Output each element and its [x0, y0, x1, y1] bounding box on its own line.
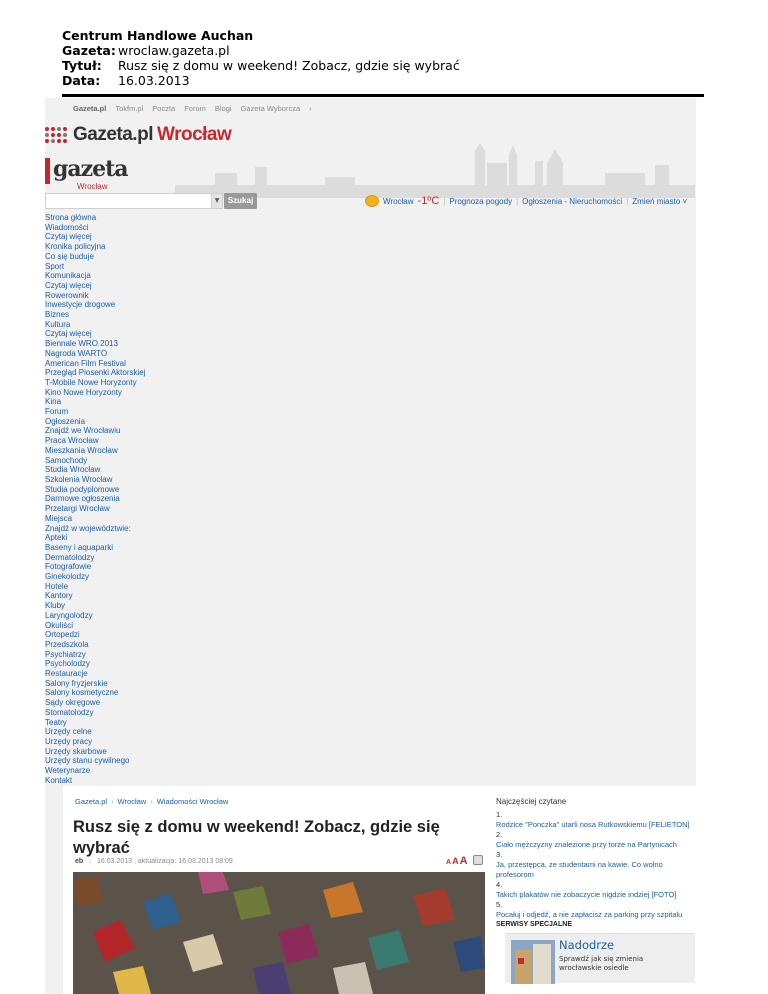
most-read-column	[496, 797, 696, 928]
sidebar-item-link[interactable]: Przegląd Piosenki Aktorskiej	[45, 368, 146, 378]
sidebar-item	[45, 252, 146, 262]
sidebar-item	[45, 329, 146, 339]
sidebar-item-link[interactable]: Wiadomości	[45, 222, 89, 232]
sidebar-item-link[interactable]: Ogłoszenia	[45, 416, 86, 426]
sidebar-item	[45, 407, 146, 417]
sidebar-item-link[interactable]: Dermatolodzy	[45, 552, 95, 562]
sidebar-item	[45, 630, 146, 640]
gazeta-local-logo[interactable]	[45, 158, 128, 184]
sidebar-item-link[interactable]: Psychiatrzy	[45, 649, 86, 659]
most-read-number: 5.	[496, 900, 503, 909]
sidebar-item	[45, 718, 146, 728]
font-large-button[interactable]: A	[459, 855, 468, 867]
search-button[interactable]: Szukaj	[224, 193, 257, 209]
topnav-link-poczta[interactable]: Poczta	[152, 104, 176, 113]
sidebar-item-link[interactable]: Kino Nowe Horyzonty	[45, 387, 122, 397]
sidebar-item-link[interactable]: Przedszkola	[45, 639, 89, 649]
sidebar-item-link[interactable]: Psycholodzy	[45, 659, 90, 669]
chevron-right-icon: ›	[111, 797, 114, 806]
sidebar-item	[45, 698, 146, 708]
sidebar-item	[45, 756, 146, 766]
logo-brand: Gazeta.pl	[73, 124, 153, 145]
weather-temperature: -1ºC	[417, 195, 440, 207]
sidebar-item	[45, 475, 146, 485]
doc-field-date	[62, 73, 704, 88]
sidebar-item-link[interactable]: Czytaj więcej	[45, 280, 92, 290]
sidebar-item-link[interactable]: Laryngolodzy	[45, 610, 93, 620]
sidebar-item	[45, 621, 146, 631]
sidebar-item-link[interactable]: Kantory	[45, 591, 73, 601]
breadcrumb-link[interactable]: Gazeta.pl	[75, 797, 108, 806]
sidebar-item-link[interactable]: Okuliści	[45, 620, 74, 630]
sidebar-item	[45, 601, 146, 611]
sidebar-item	[45, 378, 146, 388]
sidebar-item	[45, 591, 146, 601]
sidebar-item-link[interactable]: Salony kosmetyczne	[45, 688, 119, 698]
sidebar-item	[45, 310, 146, 320]
most-read-link[interactable]: Ciało mężczyzny znalezione przy torze na Partynicach	[496, 840, 677, 849]
sidebar-item	[45, 708, 146, 718]
sidebar-item-link[interactable]: Biennale WRO 2013	[45, 339, 118, 349]
sidebar-item-link[interactable]: Miejsca	[45, 513, 73, 523]
doc-field-title	[62, 58, 704, 73]
promo-text: Sprawdź jak się zmienia wrocławskie osiedle	[559, 955, 644, 972]
sidebar-item	[45, 417, 146, 427]
sidebar-item-link[interactable]: Weterynarze	[45, 766, 91, 776]
sidebar-item	[45, 659, 146, 669]
forecast-link[interactable]: Prognoza pogody	[449, 196, 513, 206]
most-read-list	[496, 810, 696, 920]
most-read-number: 4.	[496, 880, 503, 889]
sidebar-item-link[interactable]: Sport	[45, 261, 65, 271]
weather-sun-icon	[365, 195, 379, 207]
company-name: Centrum Handlowe Auchan	[62, 28, 254, 43]
logo-dots-icon	[45, 127, 67, 143]
article-area	[63, 786, 696, 994]
sidebar-item-link[interactable]: Czytaj więcej	[45, 329, 92, 339]
sidebar-item-link[interactable]: Znajdź we Wrocławiu	[45, 426, 121, 436]
article-author: eb	[75, 858, 84, 865]
sidebar-item	[45, 611, 146, 621]
sidebar-item-link[interactable]: Komunikacja	[45, 271, 91, 281]
sidebar-item	[45, 456, 146, 466]
sidebar-item	[45, 727, 146, 737]
promo-photo	[511, 940, 555, 984]
topnav-link-wyborcza[interactable]: Gazeta Wyborcza	[240, 104, 301, 113]
list-item	[496, 840, 696, 850]
sidebar-item	[45, 679, 146, 689]
font-size-controls	[446, 855, 468, 867]
print-icon[interactable]	[473, 855, 483, 865]
topnav-more-chevron-icon[interactable]: ›	[309, 104, 312, 113]
chevron-right-icon: ›	[150, 797, 153, 806]
doc-field-value: wroclaw.gazeta.pl	[118, 43, 230, 58]
sidebar-item-link[interactable]: Forum	[45, 407, 69, 417]
sidebar-item-link[interactable]: Fotografowie	[45, 562, 92, 572]
sidebar-item	[45, 572, 146, 582]
sidebar-item-link[interactable]: Praca Wrocław	[45, 436, 99, 446]
breadcrumb-link[interactable]: Wrocław	[117, 797, 147, 806]
sidebar-item	[45, 359, 146, 369]
sidebar-item-link[interactable]: Znajdź w województwie:	[45, 523, 131, 533]
font-medium-button[interactable]: A	[452, 856, 459, 866]
sidebar-item-link[interactable]: Samochody	[45, 455, 88, 465]
breadcrumb-link[interactable]: Wiadomości Wrocław	[156, 797, 229, 806]
sidebar-item	[45, 291, 146, 301]
sidebar-item-link[interactable]: Czytaj więcej	[45, 232, 92, 242]
doc-field-key: Tytuł:	[62, 58, 102, 73]
sidebar-item	[45, 368, 146, 378]
sidebar-item	[45, 485, 146, 495]
sidebar-item	[45, 553, 146, 563]
sidebar-item	[45, 514, 146, 524]
sidebar-item	[45, 223, 146, 233]
sidebar-item	[45, 533, 146, 543]
sidebar-item	[45, 213, 146, 223]
sidebar-item-link[interactable]: Teatry	[45, 717, 67, 727]
sidebar-item-link[interactable]: Przetargi Wrocław	[45, 504, 110, 514]
sidebar-item	[45, 281, 146, 291]
sidebar-item	[45, 242, 146, 252]
sidebar-item	[45, 300, 146, 310]
sidebar-item	[45, 426, 146, 436]
sidebar-item-link[interactable]: Mieszkania Wrocław	[45, 445, 118, 455]
document-header	[62, 28, 704, 88]
sidebar-item-link[interactable]: Szkolenia Wrocław	[45, 474, 113, 484]
sidebar-item-link[interactable]: Restauracje	[45, 669, 88, 679]
sidebar-item-link[interactable]: Studia Wrocław	[45, 465, 101, 475]
topnav-link-gazeta[interactable]: Gazeta.pl	[73, 104, 107, 113]
list-item	[496, 820, 696, 830]
sidebar-item-link[interactable]: Kultura	[45, 319, 71, 329]
sidebar-item-link[interactable]: Kina	[45, 397, 62, 407]
sidebar-item-link[interactable]: American Film Festival	[45, 358, 126, 368]
gazeta-logo-text: gazeta	[53, 156, 128, 182]
sidebar-item	[45, 669, 146, 679]
sidebar-item-link[interactable]: Kronika policyjna	[45, 242, 106, 252]
header-divider	[62, 94, 704, 97]
divider: |	[516, 196, 519, 206]
sidebar-item	[45, 776, 146, 786]
sidebar-item-link[interactable]: Apteki	[45, 533, 68, 543]
sidebar-item-link[interactable]: Sądy okręgowe	[45, 698, 101, 708]
sidebar-item	[45, 446, 146, 456]
sidebar-item	[45, 766, 146, 776]
topnav-link-blogi[interactable]: Blogi	[214, 104, 232, 113]
sidebar-item	[45, 494, 146, 504]
sidebar-item	[45, 688, 146, 698]
weather-city-link[interactable]: Wrocław	[383, 196, 414, 206]
most-read-link[interactable]: Ja, przestępca, ze studentami na kawie. Co wolno profesorom	[496, 860, 663, 879]
list-item	[496, 890, 696, 900]
sidebar-item	[45, 397, 146, 407]
sidebar-item-link[interactable]: Hotele	[45, 581, 69, 591]
sidebar-item	[45, 543, 146, 553]
divider: |	[626, 196, 629, 206]
sidebar-item	[45, 582, 146, 592]
sidebar-item	[45, 339, 146, 349]
divider: |	[89, 858, 91, 865]
sidebar-item	[45, 562, 146, 572]
sidebar-item	[45, 747, 146, 757]
top-navigation	[73, 104, 312, 113]
weather-bar	[365, 195, 687, 207]
sidebar-item	[45, 262, 146, 272]
promo-box-nadodrze[interactable]	[505, 933, 695, 983]
promo-title[interactable]: Nadodrze	[559, 938, 615, 952]
sidebar-item	[45, 349, 146, 359]
sidebar-item-link[interactable]: Urzędy skarbowe	[45, 746, 107, 756]
real-estate-link[interactable]: Ogłoszenia - Nieruchomości	[522, 196, 623, 206]
divider: |	[443, 196, 446, 206]
sidebar-item-link[interactable]: Nagroda WARTO	[45, 348, 108, 358]
page-screenshot	[45, 98, 696, 994]
sidebar-item-link[interactable]: Urzędy celne	[45, 727, 92, 737]
list-item	[496, 910, 696, 920]
sidebar-item-link[interactable]: Biznes	[45, 310, 70, 320]
sidebar-item	[45, 737, 146, 747]
topnav-link-forum[interactable]: Forum	[184, 104, 206, 113]
sidebar-item	[45, 388, 146, 398]
most-read-link[interactable]: Pocałuj i odjedź, a nie zapłacisz za parking przy szpitalu	[496, 910, 683, 919]
sidebar-item-link[interactable]: Ginekolodzy	[45, 572, 90, 582]
doc-field-value: Rusz się z domu w weekend! Zobacz, gdzie się wybrać	[118, 58, 460, 73]
sidebar-item-link[interactable]: Inwestycje drogowe	[45, 300, 116, 310]
sidebar-item	[45, 436, 146, 446]
most-read-number: 1.	[496, 810, 503, 819]
gazeta-logo-bar	[45, 158, 50, 184]
sidebar-item-link[interactable]: Co się buduje	[45, 251, 94, 261]
city-skyline-image	[175, 143, 695, 198]
search-input[interactable]	[45, 193, 221, 209]
sidebar-item-link[interactable]: Rowerownik	[45, 290, 89, 300]
sidebar-item-link[interactable]: Urzędy stanu cywilnego	[45, 756, 130, 766]
most-read-number: 3.	[496, 850, 503, 859]
topnav-link-tokfm[interactable]: Tokfm.pl	[115, 104, 144, 113]
breadcrumb	[75, 797, 228, 806]
most-read-title: Najczęściej czytane	[496, 797, 567, 806]
sidebar-item-link[interactable]: Kontakt	[45, 775, 73, 785]
sidebar-item-link[interactable]: Urzędy pracy	[45, 736, 93, 746]
doc-field-value: 16.03.2013	[118, 73, 190, 88]
most-read-link[interactable]: Rodzice "Ponczka" utarli nosa Rutkowskiemu [FELIETON]	[496, 820, 690, 829]
sidebar-item	[45, 524, 146, 534]
sidebar-item-link[interactable]: Baseny i aquaparki	[45, 542, 114, 552]
sidebar-item	[45, 640, 146, 650]
article-date: 16.03.2013 , aktualizacja: 16.03.2013 08:09	[97, 858, 233, 865]
list-item	[496, 860, 696, 880]
sidebar-item-link[interactable]: Darmowe ogłoszenia	[45, 494, 120, 504]
change-city-link[interactable]: Zmień miasto ˅	[632, 196, 688, 206]
sidebar-item	[45, 650, 146, 660]
side-navigation	[45, 213, 146, 785]
special-services-heading: SERWISY SPECJALNE	[496, 921, 572, 928]
doc-field-newspaper	[62, 43, 704, 58]
sidebar-item	[45, 504, 146, 514]
sidebar-item-link[interactable]: T-Mobile Nowe Horyzonty	[45, 377, 137, 387]
sidebar-item-link[interactable]: Salony fryzjerskie	[45, 678, 108, 688]
article-title: Rusz się z domu w weekend! Zobacz, gdzie się wybrać	[73, 818, 440, 857]
sidebar-item	[45, 465, 146, 475]
gazeta-logo-city: Wrocław	[77, 182, 108, 191]
sidebar-item-link[interactable]: Studia podyplomowe	[45, 484, 120, 494]
sidebar-item	[45, 271, 146, 281]
article-photo-dice	[73, 872, 485, 994]
font-small-button[interactable]: A	[446, 859, 452, 866]
sidebar-item-link[interactable]: Stomatolodzy	[45, 707, 94, 717]
most-read-number: 2.	[496, 830, 503, 839]
most-read-link[interactable]: Takich plakatów nie zobaczycie nigdzie indziej [FOTO]	[496, 890, 677, 899]
sidebar-item	[45, 232, 146, 242]
article-meta	[75, 858, 233, 865]
chevron-down-icon[interactable]: ▼	[211, 193, 223, 209]
sidebar-item-link[interactable]: Strona główna	[45, 213, 97, 222]
sidebar-item-link[interactable]: Ortopedzi	[45, 630, 80, 640]
sidebar-item	[45, 320, 146, 330]
doc-field-key: Data:	[62, 73, 101, 88]
logo-city: Wrocław	[156, 124, 232, 145]
sidebar-item-link[interactable]: Kluby	[45, 601, 66, 611]
doc-field-key: Gazeta:	[62, 43, 116, 58]
